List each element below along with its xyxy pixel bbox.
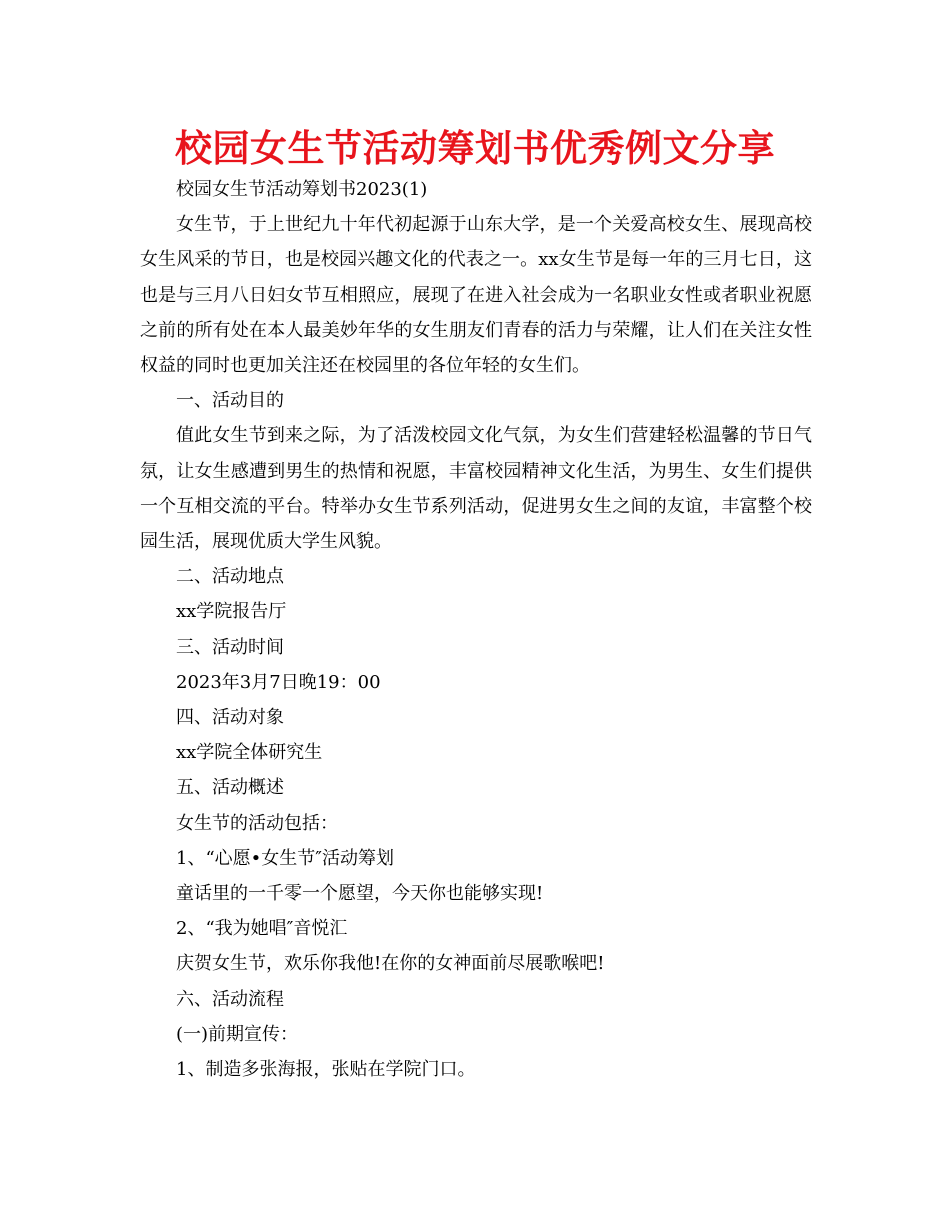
- section-heading-audience: 四、活动对象: [176, 707, 284, 729]
- document-body: [140, 172, 812, 1087]
- document-title: 校园女生节活动筹划书优秀例文分享: [175, 127, 775, 170]
- document-subtitle: 校园女生节活动筹划书2023(1): [176, 179, 428, 200]
- audience-text: xx学院全体研究生: [176, 742, 323, 764]
- activity-item-2-title: 2、“我为她唱″音悦汇: [176, 918, 348, 940]
- process-subheading-publicity: (一)前期宣传：: [176, 1023, 299, 1045]
- section-heading-location: 二、活动地点: [176, 566, 284, 588]
- purpose-paragraph: 值此女生节到来之际，为了活泼校园文化气氛，为女生们营建轻松温馨的节日气氛，让女生感遭到男生的热情和祝愿，丰富校园精神文化生活，为男生、女生们提供一个互相交流的平台。特举办女生节系列活动，促进男女生之间的友谊，丰富整个校园生活，展现优质大学生风貌。: [140, 425, 812, 553]
- process-item-1: 1、制造多张海报，张贴在学院门口。: [176, 1059, 476, 1081]
- activity-item-1-text: 童话里的一千零一个愿望，今天你也能够实现!: [176, 883, 544, 905]
- location-text: xx学院报告厅: [176, 601, 287, 623]
- section-heading-time: 三、活动时间: [176, 636, 284, 658]
- intro-paragraph: 女生节，于上世纪九十年代初起源于山东大学，是一个关爱高校女生、展现高校女生风采的节日，也是校园兴趣文化的代表之一。xx女生节是每一年的三月七日，这也是与三月八日妇女节互相照应，展现了在进入社会成为一名职业女性或者职业祝愿之前的所有处在本人最美妙年华的女生朋友们青春的活力与荣耀，让人们在关注女性权益的同时也更加关注还在校园里的各位年轻的女生们。: [140, 214, 812, 377]
- section-heading-overview: 五、活动概述: [176, 777, 284, 799]
- activity-item-2-text: 庆贺女生节，欢乐你我他!在你的女神面前尽展歌喉吧!: [176, 953, 605, 975]
- activity-item-1-title: 1、“心愿•女生节″活动筹划: [176, 847, 394, 869]
- section-heading-process: 六、活动流程: [176, 988, 284, 1010]
- overview-intro: 女生节的活动包括：: [176, 812, 338, 834]
- section-heading-purpose: 一、活动目的: [176, 390, 284, 412]
- time-text: 2023年3月7日晚19：00: [176, 671, 381, 693]
